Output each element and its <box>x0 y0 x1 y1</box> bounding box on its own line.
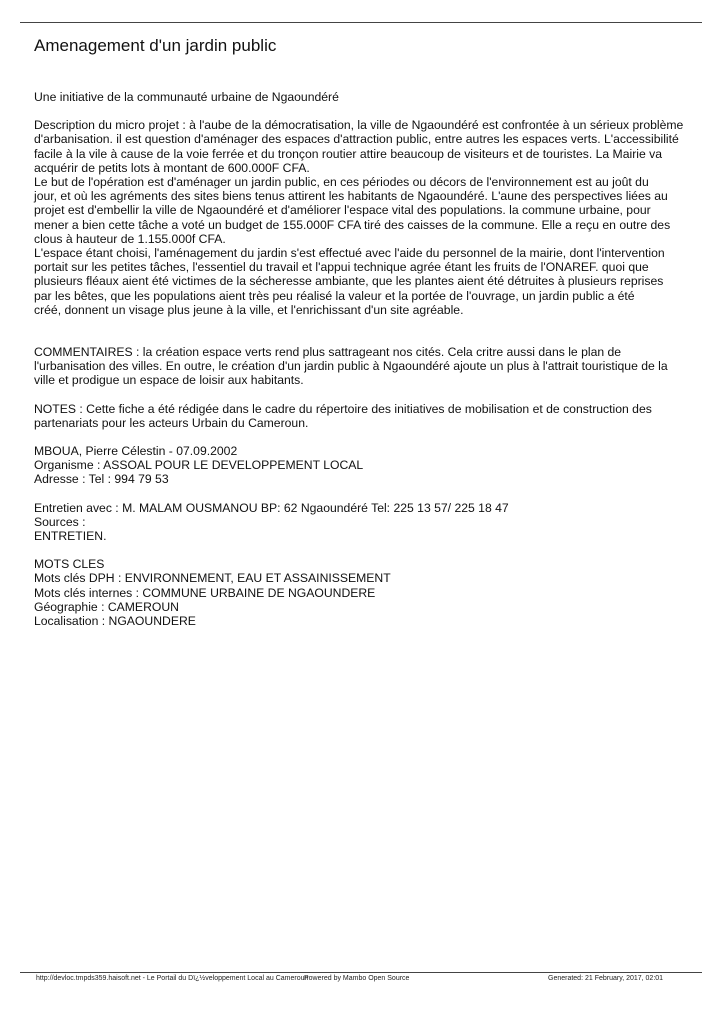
footer-generated: Generated: 21 February, 2017, 02:01 <box>548 975 664 982</box>
keywords-internes: Mots clés internes : COMMUNE URBAINE DE NGAOUNDERE <box>34 585 376 600</box>
sources-value: ENTRETIEN. <box>34 529 107 544</box>
commentaires-paragraph <box>34 345 686 388</box>
notes-paragraph <box>34 402 686 430</box>
keywords-geographie: Géographie : CAMEROUN <box>34 599 179 614</box>
commentaires-line: ville et prodigue un espace de loisir aux habitants. <box>34 373 304 388</box>
description-line: d'arbanisation. il est question d'aménager des espaces d'attraction public, entre autres les espaces verts. L'accessibilité <box>34 132 679 147</box>
intro-line: Une initiative de la communauté urbaine de Ngaoundéré <box>34 90 339 104</box>
description-line: projet est d'embellir la ville de Ngaoundéré et d'améliorer l'espace vital des populations. la commune urbaine, pour <box>34 203 651 218</box>
description-line: L'espace étant choisi, l'aménagement du jardin s'est effectué avec l'aide du personnel de la mairie, dont l'intervention <box>34 246 665 261</box>
description-line: clous à hauteur de 1.155.000f CFA. <box>34 231 226 246</box>
description-line: mener a bien cette tâche a voté un budget de 155.000F CFA tiré des caisses de la commune. Elle a reçu en outre des <box>34 217 671 232</box>
description-line: créé, donnent un visage plus jeune à la ville, et l'enrichissant d'un site agréable. <box>34 302 464 317</box>
keywords-heading: MOTS CLES <box>34 557 105 572</box>
footer-url: http://devloc.tmpds359.haisoft.net - Le Portail du Dï¿½veloppement Local au Cameroun <box>36 975 309 982</box>
description-line: plusieurs fléaux aient été victimes de la sécheresse ambiante, que les plantes aient été détruites à plusieurs reprises <box>34 274 664 289</box>
description-line: par les bêtes, que les populations aient très peu réalisé la valeur et la portée de l'ouvrage, un jardin public a été <box>34 288 635 303</box>
top-divider <box>20 22 702 23</box>
description-line: facile à la vile à cause de la voie ferrée et du tronçon routier attire beaucoup de visiteurs et de touristes. La Mairie va <box>34 146 663 161</box>
commentaires-line: l'urbanisation des villes. En outre, le création d'un jardin public à Ngaoundéré ajoute un plus à l'attrait touristique de la <box>34 359 668 374</box>
commentaires-line: COMMENTAIRES : la création espace verts rend plus sattrageant nos cités. Cela critre aussi dans le plan de <box>34 345 622 360</box>
keywords-localisation: Localisation : NGAOUNDERE <box>34 614 196 629</box>
description-line: Description du micro projet : à l'aube de la démocratisation, la ville de Ngaoundéré est confrontée à un sérieux problème <box>34 118 684 133</box>
description-line: jour, et où les agréments des sites biens tenus attirent les habitants de Ngaoundéré. L'aune des perspectives liées au <box>34 189 668 204</box>
author-line: MBOUA, Pierre Célestin - 07.09.2002 <box>34 444 238 459</box>
notes-line: partenariats pour les acteurs Urbain du Cameroun. <box>34 415 309 430</box>
description-line: acquérir de petits lots à montant de 600.000F CFA. <box>34 160 310 175</box>
keywords-dph: Mots clés DPH : ENVIRONNEMENT, EAU ET ASSAINISSEMENT <box>34 571 391 586</box>
footer-powered: Powered by Mambo Open Source <box>304 975 410 982</box>
description-line: Le but de l'opération est d'aménager un jardin public, en ces périodes ou décors de l'environnement est au joût du <box>34 175 649 190</box>
article-body <box>34 90 686 642</box>
notes-line: NOTES : Cette fiche a été rédigée dans le cadre du répertoire des initiatives de mobilisation et de construction des <box>34 401 652 416</box>
intro-paragraph <box>34 90 686 104</box>
author-block <box>34 444 686 487</box>
sources-block <box>34 501 686 544</box>
entretien-line: Entretien avec : M. MALAM OUSMANOU BP: 62 Ngaoundéré Tel: 225 13 57/ 225 18 47 <box>34 500 509 515</box>
description-line: portait sur les petites tâches, l'essentiel du travail et l'appui technique agrée étant les fruits de l'ONAREF. quoi que <box>34 260 649 275</box>
page-title: Amenagement d'un jardin public <box>34 36 277 55</box>
organisme-line: Organisme : ASSOAL POUR LE DEVELOPPEMENT LOCAL <box>34 458 364 473</box>
description-paragraph <box>34 118 686 317</box>
bottom-divider <box>20 972 702 973</box>
adresse-line: Adresse : Tel : 994 79 53 <box>34 472 169 487</box>
sources-label: Sources : <box>34 514 86 529</box>
keywords-block <box>34 557 686 628</box>
